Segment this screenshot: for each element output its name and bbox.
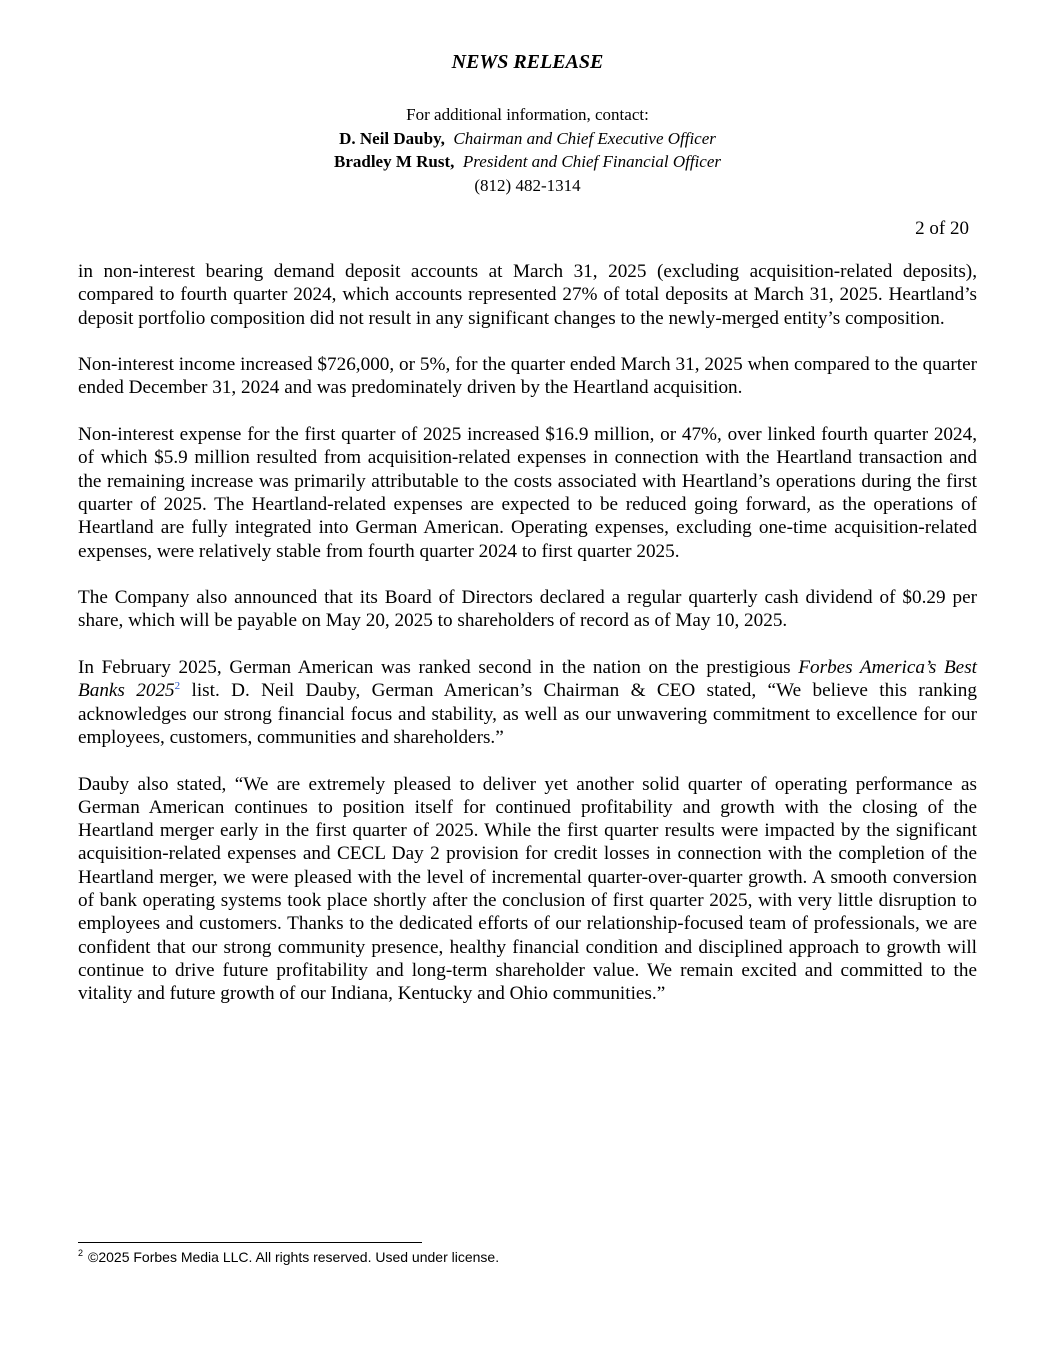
contact-name: Bradley M Rust, [333, 152, 455, 171]
contact-name: D. Neil Dauby, [339, 128, 445, 148]
contact-line-ceo [0, 127, 1055, 151]
footnote-reference-link[interactable]: 2 [174, 680, 181, 693]
paragraph-deposits: in non-interest bearing demand deposit accounts at March 31, 2025 (excluding acquisition-related deposits), compared to fourth quarter 2024, which accounts represented 27% of total deposits at March 31, 2025. Heartland’s deposit portfolio composition did not result in any significant changes to the newly-merged entity’s composition. [78, 261, 977, 329]
contact-line-cfo [0, 150, 1055, 174]
footnote-marker: 2 [78, 1248, 84, 1258]
paragraph-forbes-end: list. D. Neil Dauby, German American’s Chairman & CEO stated, “We believe this ranking acknowledges our strong financial focus and stability, as well as our unwavering commitment to excellence for our employees, customers, communities and shareholders.” [78, 680, 977, 748]
paragraph-ceo-quote: Dauby also stated, “We are extremely pleased to deliver yet another solid quarter of operating performance as German American continues to position itself for continued profitability and growth with the closing of the Heartland merger early in the first quarter of 2025. While the first quarter results were impacted by the significant acquisition-related expenses and CECL Day 2 provision for credit losses in connection with the completion of the Heartland merger, we were pleased with the level of incremental quarter-over-quarter growth. A smooth conversion of bank operating systems took place shortly after the conclusion of first quarter 2025, with very little disruption to employees and customers. Thanks to the dedicated efforts of our relationship-focused team of professionals, we are confident that our strong community presence, healthy financial condition and disciplined approach to growth will continue to drive future profitability and long-term shareholder value. We remain excited and committed to the vitality and future growth of our Indiana, Kentucky and Ohio communities.” [78, 773, 977, 1005]
forbes-list-title: Forbes America’s Best Banks 2025 [78, 657, 977, 702]
paragraph-forbes-start: In February 2025, German American was ranked second in the nation on the prestigious [78, 657, 799, 679]
paragraph-forbes-ranking [78, 656, 977, 749]
paragraph-non-interest-income: Non-interest income increased $726,000, or 5%, for the quarter ended March 31, 2025 when compared to the quarter ended December 31, 2024 and was predominately driven by the Heartland acquisition. [78, 354, 977, 399]
contact-role: Chairman and Chief Executive Officer [453, 128, 716, 148]
footnote-text: ©2025 Forbes Media LLC. All rights reserved. Used under license. [88, 1249, 500, 1265]
contact-role: President and Chief Financial Officer [462, 152, 722, 171]
contact-intro: For additional information, contact: [406, 105, 649, 124]
footnote-divider [78, 1242, 422, 1243]
footnote [78, 1249, 499, 1265]
paragraph-dividend: The Company also announced that its Board of Directors declared a regular quarterly cash dividend of $0.29 per share, which will be payable on May 20, 2025 to shareholders of record as of May 10, 2025. [78, 587, 977, 632]
contact-block [0, 103, 1055, 197]
article-body [78, 260, 977, 1029]
news-release-title: NEWS RELEASE [451, 51, 604, 73]
page-number: 2 of 20 [915, 218, 969, 239]
paragraph-non-interest-expense: Non-interest expense for the first quarter of 2025 increased $16.9 million, or 47%, over linked fourth quarter 2024, of which $5.9 million resulted from acquisition-related expenses in connection with the Heartland transaction and the remaining increase was primarily attributable to the costs associated with Heartland’s operations during the first quarter of 2025. The Heartland-related expenses are expected to be reduced going forward, as the operations of Heartland are fully integrated into German American. Operating expenses, excluding one-time acquisition-related expenses, were relatively stable from fourth quarter 2024 to first quarter 2025. [78, 424, 977, 562]
contact-phone: (812) 482-1314 [474, 175, 581, 195]
